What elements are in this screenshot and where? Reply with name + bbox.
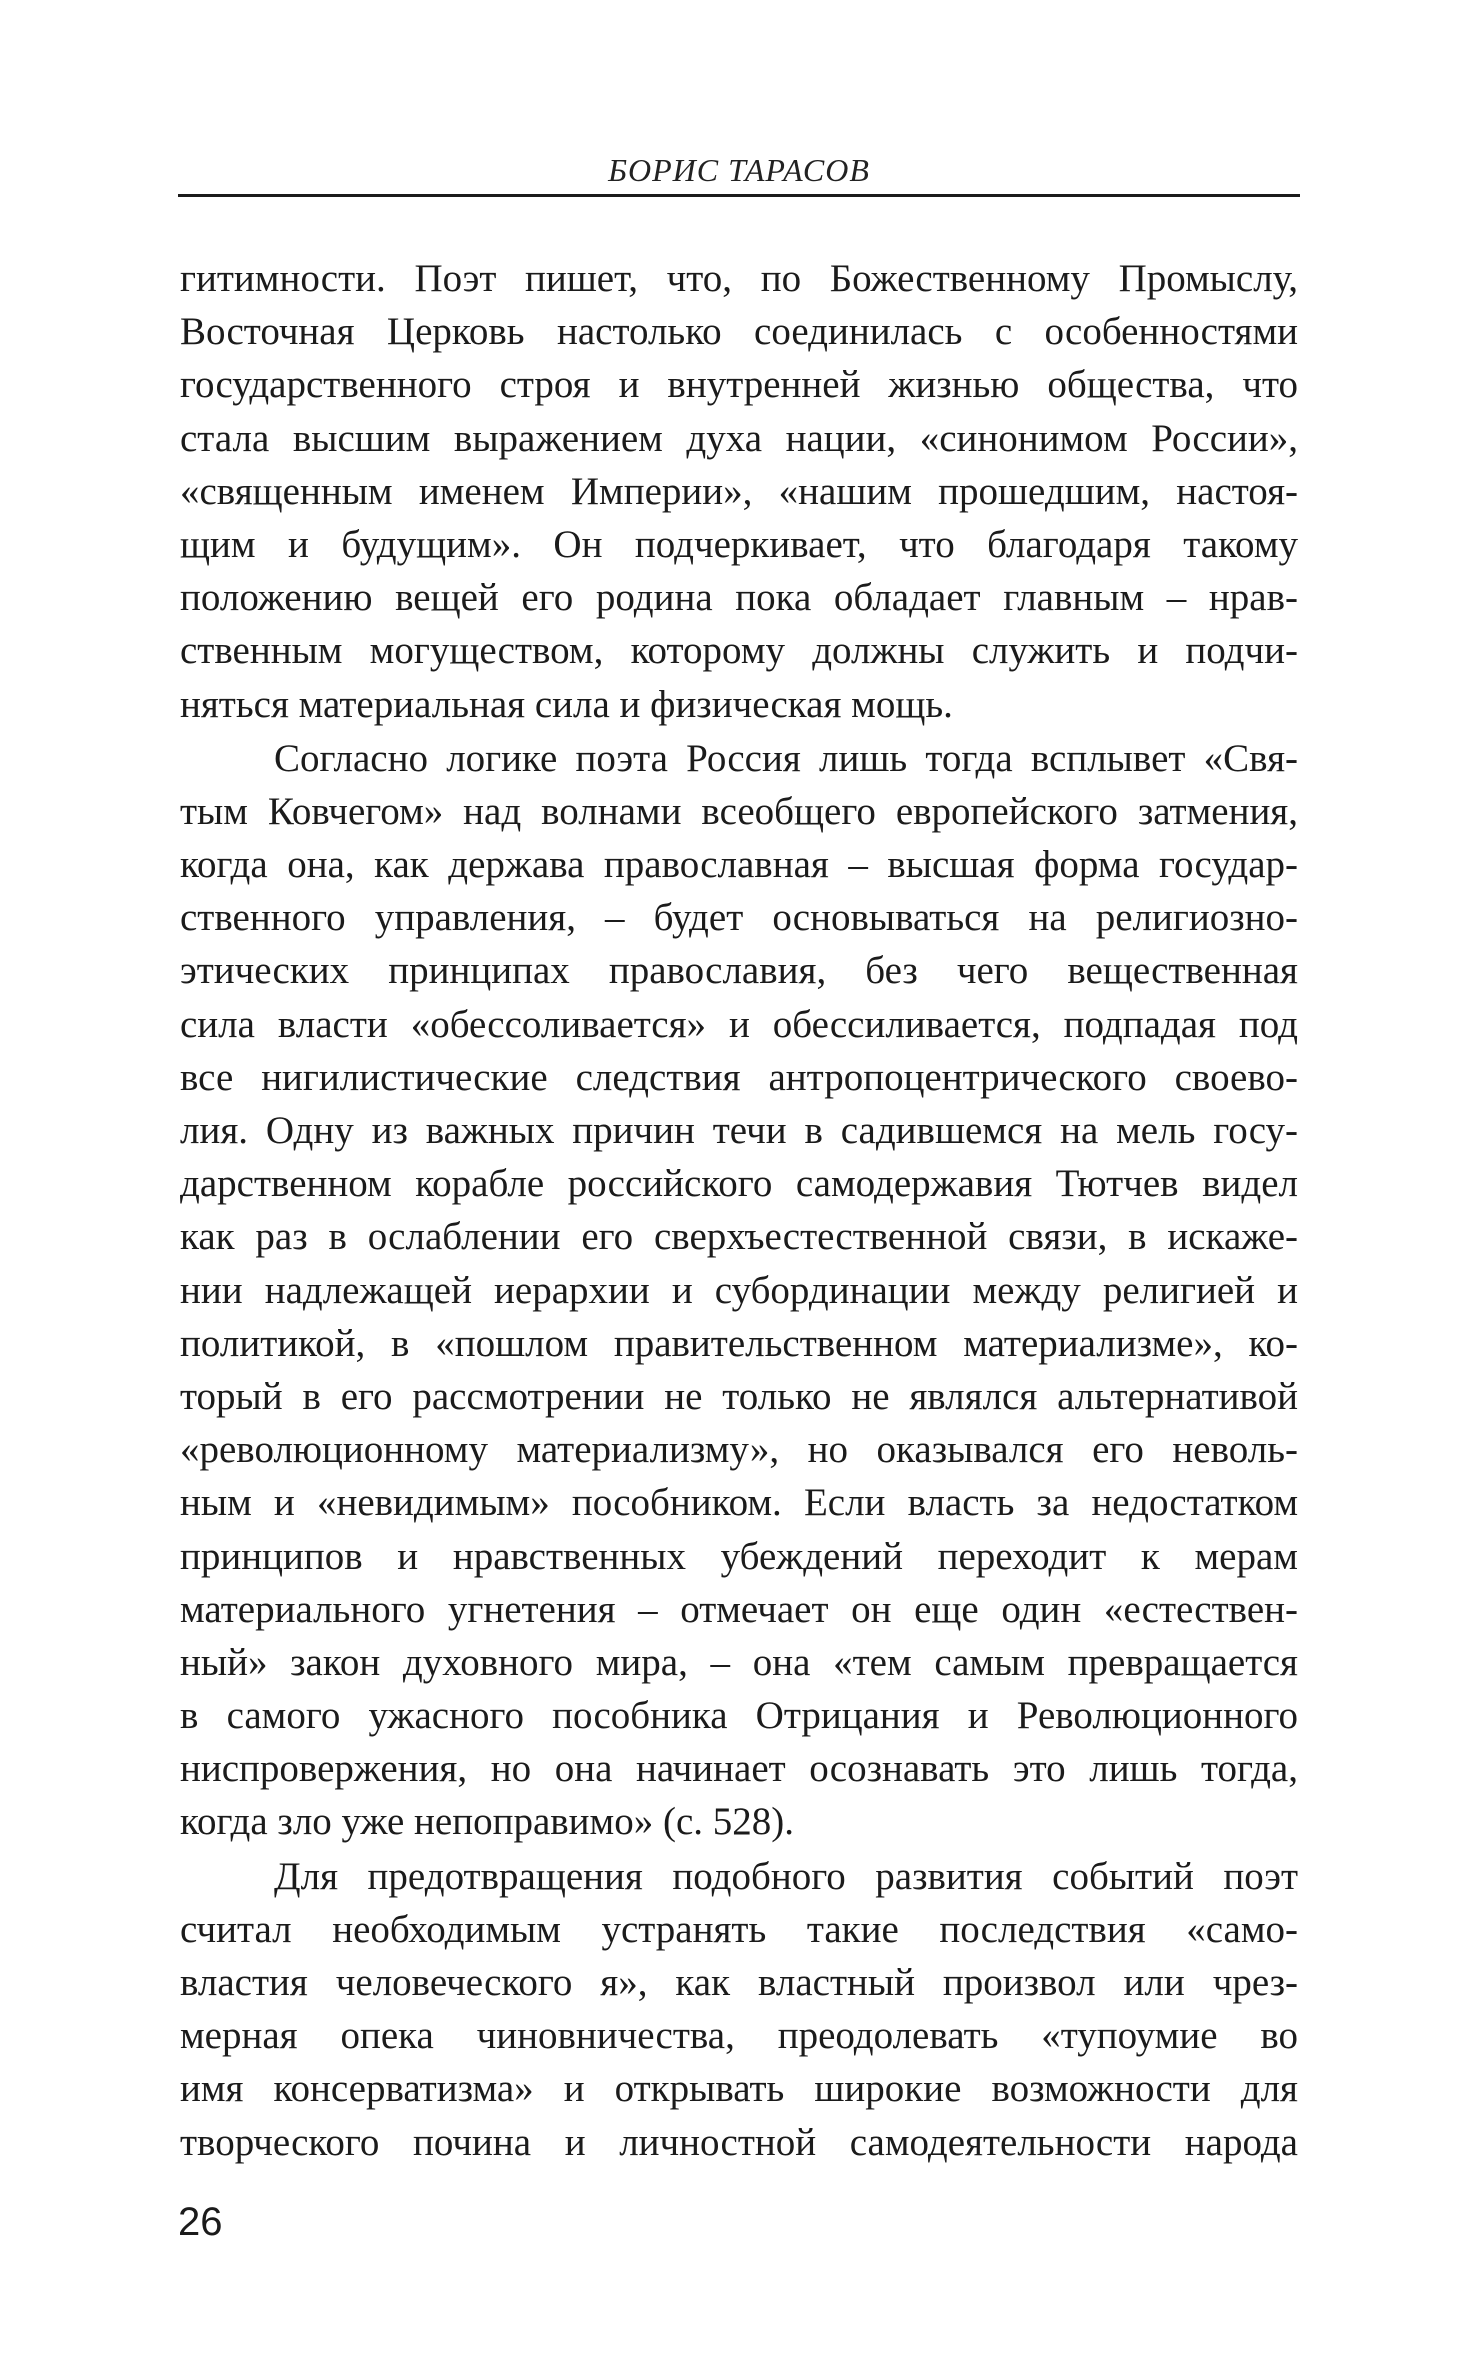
text-line: дарственном корабле российского самодержавия Тютчев видел — [180, 1162, 1298, 1206]
text-line: имя консерватизма» и открывать широкие возможности для — [180, 2067, 1298, 2111]
text-line: ственным могуществом, которому должны служить и подчи- — [180, 629, 1298, 673]
text-line: государственного строя и внутренней жизнью общества, что — [180, 363, 1298, 407]
text-line: принципов и нравственных убеждений переходит к мерам — [180, 1534, 1298, 1578]
text-line: «священным именем Империи», «нашим прошедшим, настоя- — [180, 469, 1298, 513]
text-line: ный» закон духовного мира, – она «тем самым превращается — [180, 1640, 1298, 1684]
text-line: торый в его рассмотрении не только не являлся альтернативой — [180, 1374, 1298, 1418]
paragraph-1 — [180, 252, 1298, 731]
text-line: ным и «невидимым» пособником. Если власть за недостатком — [180, 1481, 1298, 1525]
text-line: стала высшим выражением духа нации, «синонимом России», — [180, 416, 1298, 460]
text-line: этических принципах православия, без чего вещественная — [180, 949, 1298, 993]
text-line: мерная опека чиновничества, преодолевать «тупоумие во — [180, 2014, 1298, 2058]
text-line: материального угнетения – отмечает он еще один «естествен- — [180, 1587, 1298, 1631]
text-line: все нигилистические следствия антропоцентрического своево- — [180, 1055, 1298, 1099]
text-line: как раз в ослаблении его сверхъестественной связи, в искаже- — [180, 1215, 1298, 1259]
text-line: Согласно логике поэта Россия лишь тогда всплывет «Свя- — [274, 736, 1298, 780]
text-line: властия человеческого я», как властный произвол или чрез- — [180, 1961, 1298, 2004]
text-line: в самого ужасного пособника Отрицания и Революционного — [180, 1694, 1298, 1738]
text-line: «революционному материализму», но оказывался его неволь- — [180, 1428, 1298, 1472]
text-line: ственного управления, – будет основываться на религиозно- — [180, 896, 1298, 940]
text-line: положению вещей его родина пока обладает главным – нрав- — [180, 576, 1298, 620]
text-line: ниспровержения, но она начинает осознавать это лишь тогда, — [180, 1747, 1298, 1791]
text-line: когда зло уже непоправимо» (с. 528). — [180, 1800, 795, 1844]
running-header-title: БОРИС ТАРАСОВ — [608, 152, 870, 188]
text-line: тым Ковчегом» над волнами всеобщего европейского затмения, — [180, 789, 1298, 833]
text-line: няться материальная сила и физическая мощь. — [180, 682, 953, 726]
paragraph-2 — [180, 732, 1298, 1849]
text-line: щим и будущим». Он подчеркивает, что благодаря такому — [180, 522, 1298, 566]
header-rule — [178, 194, 1300, 197]
text-line: гитимности. Поэт пишет, что, по Божественному Промыслу, — [180, 257, 1298, 300]
text-line: Для предотвращения подобного развития событий поэт — [274, 1854, 1298, 1898]
text-line: нии надлежащей иерархии и субординации между религией и — [180, 1268, 1298, 1312]
text-line: творческого почина и личностной самодеятельности народа — [180, 2120, 1298, 2164]
text-line: Восточная Церковь настолько соединилась с особенностями — [180, 310, 1298, 354]
text-line: когда она, как держава православная – высшая форма государ- — [180, 843, 1298, 887]
page-number: 26 — [178, 2200, 223, 2244]
paragraph-3 — [180, 1850, 1298, 2169]
text-line: сила власти «обессоливается» и обессиливается, подпадая под — [180, 1002, 1298, 1046]
body-text — [180, 252, 1298, 2169]
text-line: лия. Одну из важных причин течи в садившемся на мель госу- — [180, 1109, 1298, 1152]
text-line: политикой, в «пошлом правительственном материализме», ко- — [180, 1321, 1298, 1365]
text-line: считал необходимым устранять такие последствия «само- — [180, 1907, 1298, 1951]
